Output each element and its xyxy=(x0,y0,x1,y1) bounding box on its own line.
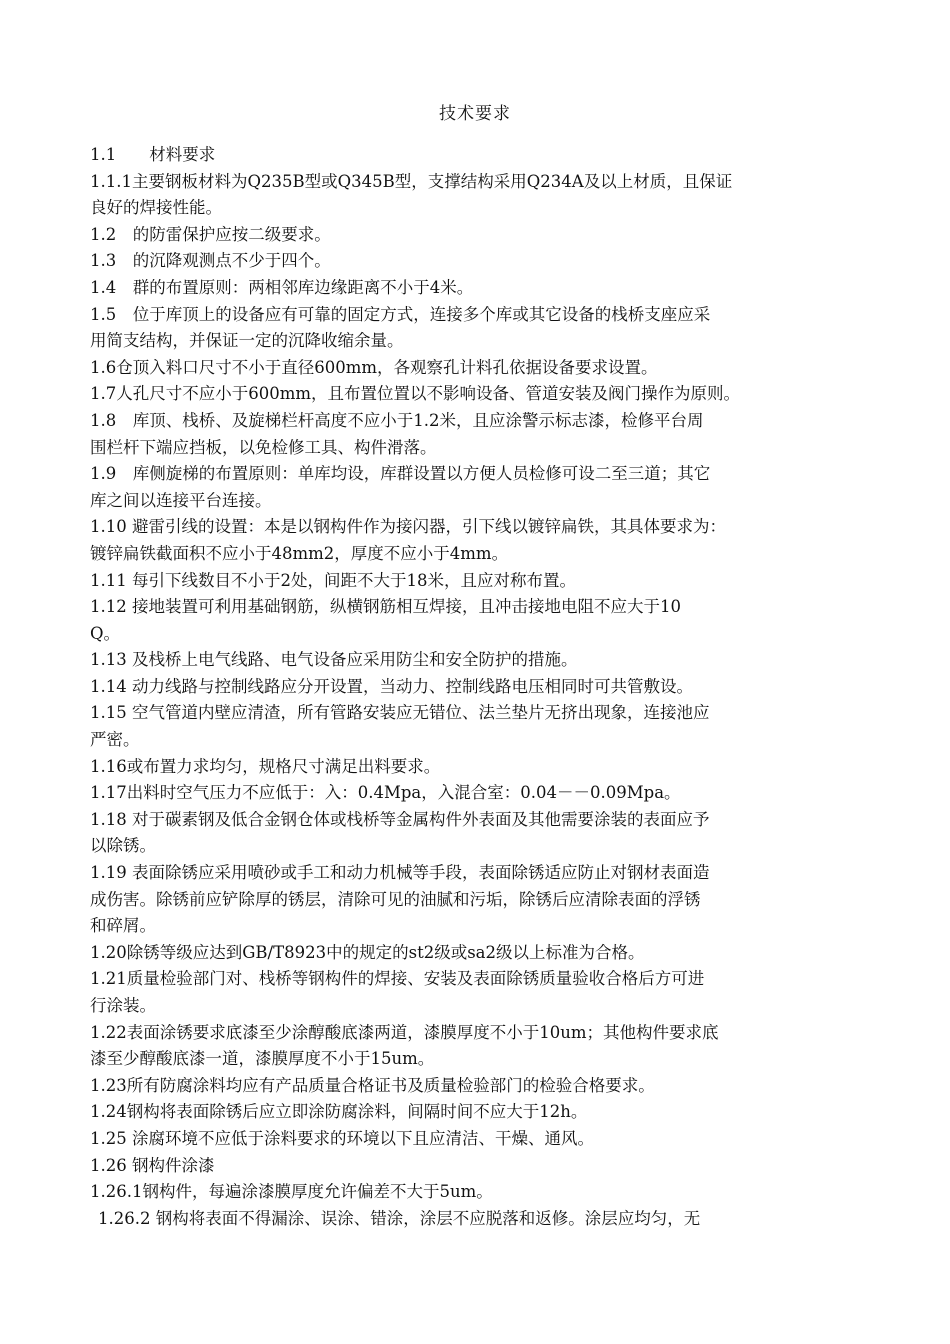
text-line: 1.12 接地装置可利用基础钢筋，纵横钢筋相互焊接，且冲击接地电阻不应大于10 xyxy=(90,597,681,617)
text-line: 1.8 库顶、栈桥、及旋梯栏杆高度不应小于1.2米，且应涂警示标志漆，检修平台周 xyxy=(90,410,704,430)
text-line: 1.1 材料要求 xyxy=(90,145,216,164)
text-line: 用简支结构，并保证一定的沉降收缩余量。 xyxy=(90,331,404,351)
text-line: 1.25 涂腐环境不应低于涂料要求的环境以下且应清洁、干燥、通风。 xyxy=(90,1128,594,1148)
text-line: 1.16或布置力求均匀，规格尺寸满足出料要求。 xyxy=(90,756,441,776)
text-line: 以除锈。 xyxy=(90,836,156,856)
text-line: 1.6仓顶入料口尺寸不小于直径600mm，各观察孔计料孔依据设备要求设置。 xyxy=(90,357,658,377)
document-body xyxy=(90,142,870,1232)
text-line: 1.15 空气管道内壁应清渣，所有管路安装应无错位、法兰垫片无挤出现象，连接池应 xyxy=(90,703,710,723)
text-line: 镀锌扁铁截面积不应小于48mm2，厚度不应小于4mm。 xyxy=(90,543,509,563)
text-line: 1.18 对于碳素钢及低合金钢仓体或栈桥等金属构件外表面及其他需要涂装的表面应予 xyxy=(90,809,710,829)
text-line: 1.10 避雷引线的设置：本是以钢构件作为接闪器，引下线以镀锌扁铁，其具体要求为： xyxy=(90,517,726,537)
text-line: 良好的焊接性能。 xyxy=(90,198,222,218)
text-line: 1.9 库侧旋梯的布置原则：单库均设，库群设置以方便人员检修可设二至三道；其它 xyxy=(90,464,711,484)
text-line: 1.22表面涂锈要求底漆至少涂醇酸底漆两道，漆膜厚度不小于10um；其他构件要求底 xyxy=(90,1022,719,1042)
text-line: 成伤害。除锈前应铲除厚的锈层，清除可见的油腻和污垢，除锈后应清除表面的浮锈 xyxy=(90,889,701,909)
text-line: 1.11 每引下线数目不小于2处，间距不大于18米，且应对称布置。 xyxy=(90,570,576,590)
text-line: Q。 xyxy=(90,623,121,643)
text-line: 1.21质量检验部门对、栈桥等钢构件的焊接、安装及表面除锈质量验收合格后方可进 xyxy=(90,969,705,989)
text-line: 和碎屑。 xyxy=(90,916,156,936)
text-line: 1.13 及栈桥上电气线路、电气设备应采用防尘和安全防护的措施。 xyxy=(90,650,578,670)
text-line: 漆至少醇酸底漆一道，漆膜厚度不小于15um。 xyxy=(90,1049,435,1069)
text-line: 1.1.1主要钢板材料为Q235B型或Q345B型，支撑结构采用Q234A及以上材质，且保证 xyxy=(90,171,733,191)
text-line: 1.20除锈等级应达到GB/T8923中的规定的st2级或sa2级以上标准为合格。 xyxy=(90,942,645,962)
text-line: 1.5 位于库顶上的设备应有可靠的固定方式，连接多个库或其它设备的栈桥支座应采 xyxy=(90,304,711,324)
text-line: 1.7人孔尺寸不应小于600mm，且布置位置以不影响设备、管道安装及阀门操作为原则。 xyxy=(90,384,741,404)
text-line: 1.3 的沉降观测点不少于四个。 xyxy=(90,251,331,271)
text-line: 1.26.2 钢构将表面不得漏涂、误涂、错涂，涂层不应脱落和返修。涂层应均匀，无 xyxy=(98,1208,701,1228)
text-line: 严密。 xyxy=(90,730,140,750)
text-line: 1.2 的防雷保护应按二级要求。 xyxy=(90,224,331,244)
text-line: 1.24钢构将表面除锈后应立即涂防腐涂料，间隔时间不应大于12h。 xyxy=(90,1102,588,1122)
text-line: 1.23所有防腐涂料均应有产品质量合格证书及质量检验部门的检验合格要求。 xyxy=(90,1075,655,1095)
text-line: 1.4 群的布置原则：两相邻库边缘距离不小于4米。 xyxy=(90,277,474,297)
text-line: 1.26.1钢构件，每遍涂漆膜厚度允许偏差不大于5um。 xyxy=(90,1182,493,1202)
text-line: 1.26 钢构件涂漆 xyxy=(90,1155,215,1175)
document-title: 技术要求 xyxy=(439,104,511,124)
text-line: 1.17出料时空气压力不应低于：入：0.4Mpa，入混合室：0.04－－0.09Mpa。 xyxy=(90,783,681,803)
text-line: 围栏杆下端应挡板，以免检修工具、构件滑落。 xyxy=(90,437,437,457)
text-line: 库之间以连接平台连接。 xyxy=(90,490,272,510)
text-line: 行涂装。 xyxy=(90,996,156,1015)
text-line: 1.14 动力线路与控制线路应分开设置，当动力、控制线路电压相同时可共管敷设。 xyxy=(90,676,693,696)
text-line: 1.19 表面除锈应采用喷砂或手工和动力机械等手段，表面除锈适应防止对钢材表面造 xyxy=(90,863,710,883)
